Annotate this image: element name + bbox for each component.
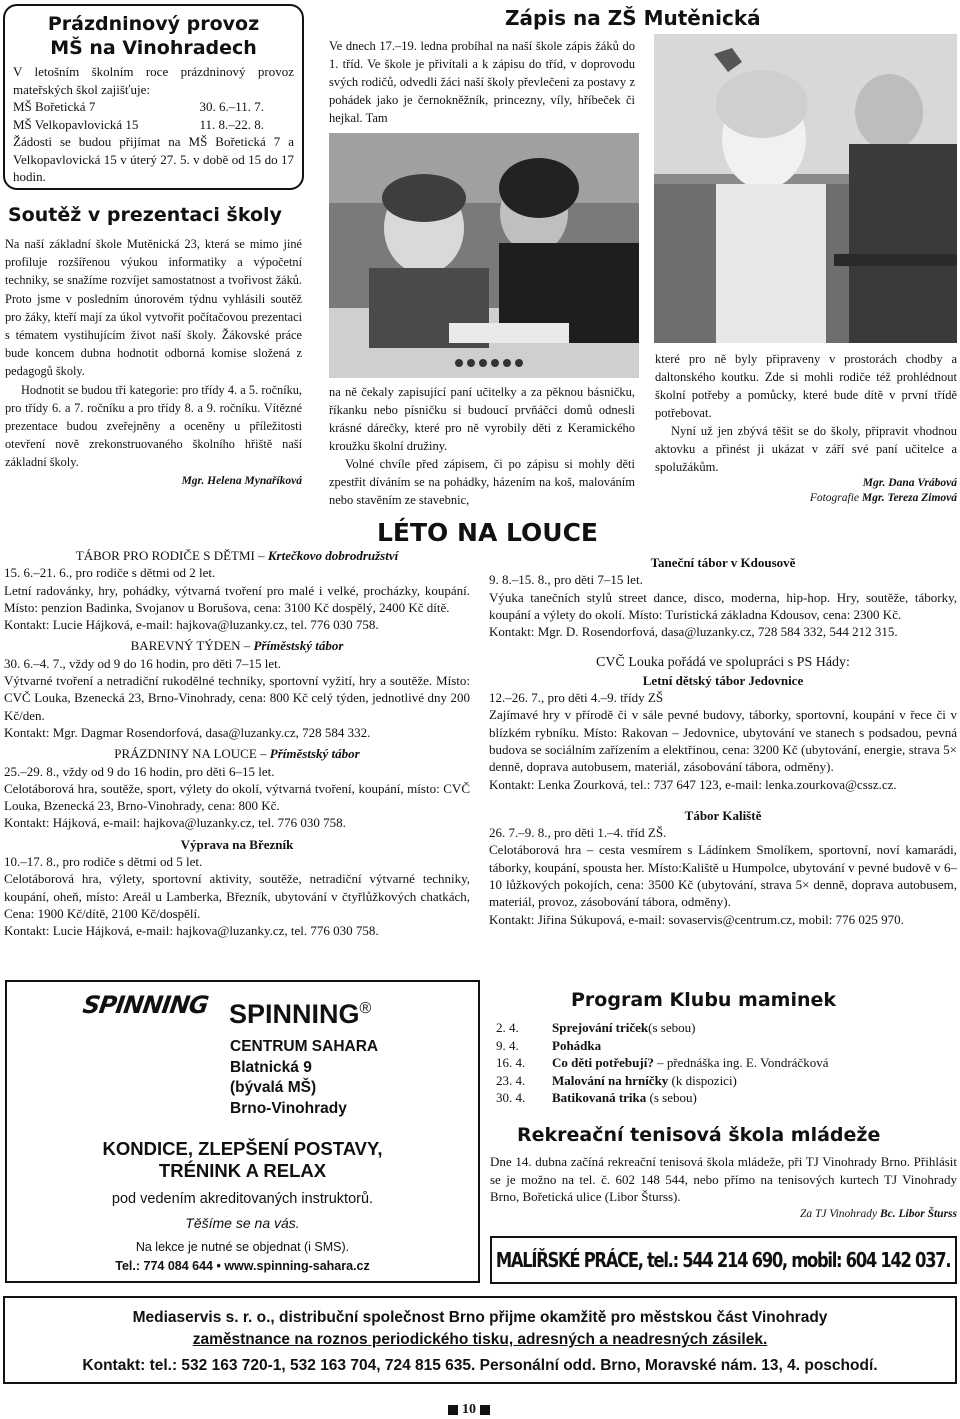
camp-heading-plain: PRÁZDNINY NA LOUCE – (114, 746, 270, 762)
club-title: Program Klubu maminek (571, 989, 837, 1011)
spinning-logo (81, 991, 210, 1019)
spinning-ad (5, 980, 480, 1283)
camp-heading: Tábor Kaliště (684, 807, 762, 823)
camp-description: Zajímavé hry v přírodě či v sále pevné budovy, táborky, sportovní, koupání v řece či v blízkém rybníku. Místo: Rakovan – Jedovnice, ubytování ve stanech s podsadou, pevná budova se sociálním zařízením a elektřinou, cena: 3200 Kč (ubytování, energie, strava 5× denně, doprava autobusem, materiál, zásobování tábora, odměny). (489, 707, 957, 775)
item-note: (s sebou) (648, 1020, 696, 1035)
item-title: Sprejování triček (552, 1020, 649, 1035)
camp-heading-name: Krtečkovo dobrodružství (267, 548, 399, 563)
spinning-title (229, 994, 371, 1029)
camp-contact: Kontakt: Mgr. D. Rosendorfová, dasa@luzanky.cz, 728 584 332, 544 212 315. (489, 624, 898, 640)
camp-heading-name: Příměstský tábor (269, 746, 360, 762)
tennis-article (490, 1153, 957, 1223)
tennis-signature (490, 1206, 957, 1224)
camp-dates: 15. 6.–21. 6., pro rodiče s dětmi od 2 let. (4, 565, 216, 581)
camp-heading-plain: TÁBOR PRO RODIČE S DĚTMI – (75, 548, 268, 563)
camp-dates: 25.–29. 8., vždy od 9 do 16 hodin, pro děti 6–15 let. (4, 763, 275, 779)
camp-heading (4, 637, 470, 654)
spinning-slogan-line1: KONDICE, ZLEPŠENÍ POSTAVY, (102, 1138, 383, 1159)
enrollment-paragraph: Nyní už jen zbývá těšit se do školy, připravit vhodnou aktovku a přinést ji ukázat v září své paní učitelce a spolužákům. (655, 424, 957, 474)
mediaservis-line2: zaměstnance na roznos periodického tisku, adresných a neadresných zásilek. (192, 1331, 768, 1348)
camp-section (4, 836, 470, 940)
photo-credit-prefix: Fotografie (809, 492, 860, 504)
club-program-list (496, 1019, 956, 1107)
mediaservis-ad (3, 1296, 957, 1384)
school-dates: 11. 8.–22. 8. (199, 116, 264, 132)
box-title-line2: MŠ na Vinohradech (50, 37, 257, 59)
box-title-line1: Prázdninový provoz (47, 13, 260, 35)
contest-title: Soutěž v prezentaci školy (8, 204, 282, 226)
photo-boy-teacher-image (329, 133, 639, 378)
mediaservis-line3: Kontakt: tel.: 532 163 720-1, 532 163 704, 724 815 635. Personální odd. Brno, Moravské nám. 13, 4. poschodí. (82, 1357, 878, 1374)
item-note: (k dispozici) (668, 1072, 737, 1088)
mediaservis-line2-wrap (5, 1329, 955, 1351)
camp-contact: Kontakt: Hájková, e-mail: hajkova@luzanky.cz, tel. 776 030 758. (4, 815, 346, 831)
spinning-slogan (7, 1138, 478, 1182)
club-program-item (496, 1019, 956, 1037)
page-number-text: 10 (462, 1402, 476, 1417)
painter-ad-text: MALÍŘSKÉ PRÁCE, tel.: 544 214 690, mobil: 604 142 037. (496, 1248, 951, 1272)
item-date: 16. 4. (496, 1055, 526, 1070)
contest-paragraph: Hodnotit se budou tři kategorie: pro třídy 4. a 5. ročníku, pro třídy 6. a 7. ročníku a pro třídy 8. a 9. ročníku. Vítězné prezentace budou zveřejněny a oceněny u příležitosti otevření nově zrekonstruovaného školního hřiště naší základní školy. (5, 382, 302, 470)
square-icon (480, 1405, 490, 1415)
spinning-district: Brno-Vinohrady (230, 1099, 347, 1117)
club-program-item (496, 1072, 956, 1090)
spinning-former: (bývalá MŠ) (230, 1079, 317, 1096)
camp-description: Celotáborová hra – cesta vesmírem s Ládínkem Smolíkem, sportovní, noví kamarádi, táborky, koupání, spousta her. Místo:Kaliště u Humpolce, ubytování v pevné budově v 6–10 lůžkových pokojích, cena: 3500 Kč (ubytování, strava 5× denně, doprava autobusem, materiál, provoz, zásobování tábora, odměny). (489, 842, 957, 910)
spinning-title-text: SPINNING (229, 999, 360, 1029)
spinning-logo-text: SPINNING (81, 991, 210, 1019)
school-dates: 30. 6.–11. 7. (199, 99, 264, 114)
registered-icon: ® (359, 1000, 372, 1017)
camp-contact: Kontakt: Lenka Zourková, tel.: 737 647 123, e-mail: lenka.zourkova@cssz.cz. (489, 776, 897, 792)
item-date: 2. 4. (496, 1020, 519, 1035)
camp-section (4, 745, 470, 831)
camp-heading (4, 547, 470, 564)
tennis-signature-prefix: Za TJ Vinohrady (800, 1207, 878, 1220)
camp-description: Výtvarné tvoření a netradiční rukodělné techniky, sportovní vyžití, hry a soutěže. Místo: CVČ Louka, Bzenecká 23, Brno-Vinohrady, cena: 800 Kč celý týden, jednotlivé dny 200 Kč/den. (4, 673, 470, 723)
spinning-welcome: Těšíme se na vás. (185, 1215, 300, 1231)
camp-dates: 12.–26. 7., pro děti 4.–9. třídy ZŠ (489, 690, 664, 706)
item-title: Co děti potřebují? (552, 1055, 654, 1070)
camp-contact: Kontakt: Mgr. Dagmar Rosendorfová, dasa@luzanky.cz, 728 584 332. (4, 724, 371, 740)
camp-heading: Výprava na Březník (180, 836, 294, 852)
camp-section (489, 554, 957, 640)
spinning-center-name: CENTRUM SAHARA (230, 1038, 379, 1055)
spinning-sub: pod vedením akreditovaných instruktorů. (111, 1191, 374, 1207)
summer-kindergarten-box (3, 4, 304, 190)
square-icon (448, 1405, 458, 1415)
tennis-text: Dne 14. dubna začíná rekreační tenisová škola mládeže, při TJ Vinohrady Brno. Přihlásit se je možno na tel. č. 602 148 544, nebo přímo na tenisových kurtech TJ Vinohrady Brno, Bořetická ulice (Libor Šturss). (490, 1154, 957, 1204)
contest-article (5, 235, 302, 490)
camp-description: Letní radovánky, hry, pohádky, výtvarná tvoření pro malé i velké, procházky, koupání. Místo: penzion Badinka, Svojanov u Borušova, cena: 3100 Kč dospělý, 2400 Kč dítě. (4, 582, 470, 615)
spinning-contact: Tel.: 774 084 644 • www.spinning-sahara.cz (115, 1259, 370, 1273)
school-name: MŠ Velkopavlovická 15 (13, 116, 139, 132)
enrollment-col2 (655, 350, 957, 506)
photo-credit (655, 491, 957, 506)
camp-contact: Kontakt: Jiřina Súkupová, e-mail: sovaservis@centrum.cz, mobil: 776 025 970. (489, 911, 904, 927)
item-date: 23. 4. (496, 1072, 526, 1088)
camp-contact: Kontakt: Lucie Hájková, e-mail: hajkova@luzanky.cz, tel. 776 030 758. (4, 923, 379, 939)
camp-dates: 9. 8.–15. 8., pro děti 7–15 let. (489, 572, 643, 588)
enrollment-col1-top: Ve dnech 17.–19. ledna probíhal na naší škole zápis žáků do 1. tříd. Ve škole je přivítali a k zápisu do tříd, v doprovodu svých rodičů, odvedli žáci naší školy převlečeni za postavy z pohádek jako je černokněžník, princezny, víly, hříbeček či hejkal. Tam (329, 39, 635, 125)
camp-heading: Taneční tábor v Kdousově (650, 555, 796, 570)
school-name: MŠ Bořetická 7 (13, 99, 96, 114)
spinning-street: Blatnická 9 (230, 1058, 312, 1076)
camp-organizer-note: CVČ Louka pořádá ve spolupráci s PS Hády: (596, 655, 850, 671)
camp-description: Výuka tanečních stylů street dance, disco, moderna, hip-hop. Hry, soutěže, táborky, koupání a výlety do okolí. Místo: Turistická základna Kdousov, cena: 2300 Kč. (489, 589, 957, 622)
tennis-title: Rekreační tenisová škola mládeže (517, 1124, 881, 1146)
summer-right-column (489, 554, 957, 928)
page-number (448, 1402, 490, 1418)
camp-heading: Letní dětský tábor Jedovnice (642, 672, 804, 688)
photo-credit-name: Mgr. Tereza Zimová (861, 492, 957, 504)
summer-title: LÉTO NA LOUCE (377, 518, 599, 547)
painter-ad (490, 1236, 957, 1284)
spinning-slogan-line2: TRÉNINK A RELAX (158, 1160, 327, 1181)
camp-heading (4, 745, 470, 762)
camp-description: Celotáborová hra, výlety, sportovní aktivity, soutěže, netradiční výtvarné techniky, koupání, oheň, místo: Areál u Lamberka, Březník, ubytování v čtyřlůžkových chatkách, Cena: 1900 Kč/dítě, 2100 Kč/dospělí. (4, 871, 470, 921)
camp-heading-name: Příměstský tábor (253, 638, 344, 654)
photo-girl-teacher (654, 34, 957, 343)
enrollment-title: Zápis na ZŠ Mutěnická (505, 6, 761, 30)
photo-boy-teacher (329, 133, 639, 378)
item-title: Malování na hrníčky (552, 1072, 669, 1088)
camp-section (4, 547, 470, 633)
contest-author: Mgr. Helena Mynaříková (181, 474, 302, 487)
school-row (13, 116, 294, 134)
camp-section (4, 637, 470, 741)
photo-girl-teacher-image (654, 34, 957, 343)
box-note: Žádosti se budou přijímat na MŠ Bořetická 7 a Velkopavlovická 15 v úterý 27. 5. v době od 15 do 17 hodin. (13, 134, 294, 184)
tennis-signature-name: Bc. Libor Šturss (879, 1207, 957, 1220)
spinning-note: Na lekce je nutné se objednat (i SMS). (135, 1240, 350, 1254)
camp-section (489, 654, 957, 792)
camp-contact: Kontakt: Lucie Hájková, e-mail: hajkova@luzanky.cz, tel. 776 030 758. (4, 617, 379, 633)
enrollment-paragraph: Volné chvíle před zápisem, či po zápisu si mohly děti zpestřit díváním se na pohádky, házením na koš, malováním nebo stavěním ze stavebnic, (329, 457, 635, 507)
camp-dates: 26. 7.–9. 8., pro děti 1.–4. tříd ZŠ. (489, 825, 667, 841)
camp-dates: 10.–17. 8., pro rodiče s dětmi od 5 let. (4, 854, 203, 870)
enrollment-paragraph: na ně čekaly zapisující paní učitelky a za pěknou básničku, říkanku nebo písničku si budoucí prvňáčci domů odnesli krásné dárečky, které pro ně vyrobily děti z Keramického kroužku školní družiny. (329, 385, 635, 453)
enrollment-author: Mgr. Dana Vrábová (862, 477, 957, 489)
box-intro: V letošním školním roce prázdninový provoz mateřských škol zajišťuje: (13, 64, 294, 97)
item-date: 30. 4. (496, 1090, 526, 1105)
enrollment-col1-bottom (329, 383, 635, 509)
camp-description: Celotáborová hra, soutěže, sport, výlety do okolí, výtvarná tvoření, koupání, místo: CVČ Louka, Bzenecká 23, Brno-Vinohrady, cena: 800 Kč. (4, 780, 470, 814)
item-note: (s sebou) (646, 1090, 697, 1105)
spinning-address (230, 1037, 378, 1119)
camp-section (489, 807, 957, 928)
camp-heading-plain: BAREVNÝ TÝDEN – (130, 638, 254, 654)
club-program-item (496, 1054, 956, 1072)
contest-paragraph: Na naší základní škole Mutěnická 23, která se mimo jiné profiluje rozšířenou výukou informatiky a výpočetní techniky, se snažíme rozvíjet samostatnost a tvořivost žáků. Proto jsme v posledním únorovém týdnu vyhlásili soutěž pro žáky, kteří mají za úkol vytvořit počítačovou prezentaci s tématem vystihujícím život naší školy. Žákovské práce bude koncem dubna hodnotit odborná komise složená z pedagogů školy. (5, 237, 302, 379)
summer-left-column (4, 547, 470, 940)
camp-dates: 30. 6.–4. 7., vždy od 9 do 16 hodin, pro děti 7–15 let. (4, 655, 281, 671)
item-title: Pohádka (552, 1037, 602, 1053)
club-program-item (496, 1037, 956, 1055)
box-title (13, 12, 294, 60)
item-date: 9. 4. (496, 1037, 519, 1053)
club-program-item (496, 1089, 956, 1107)
item-title: Batikovaná trika (552, 1090, 647, 1105)
enrollment-paragraph: které pro ně byly připraveny v prostorách chodby a daltonského koutku. Zde si mohli rodiče též prohlédnout školní potřeby a pomůcky, které bude dítě v první třídě potřebovat. (655, 352, 957, 420)
school-row (13, 98, 294, 116)
item-note: – přednáška ing. E. Vondráčková (653, 1055, 829, 1070)
mediaservis-line1: Mediaservis s. r. o., distribuční společnost Brno přijme okamžitě pro městskou část Vinohrady (132, 1309, 828, 1326)
